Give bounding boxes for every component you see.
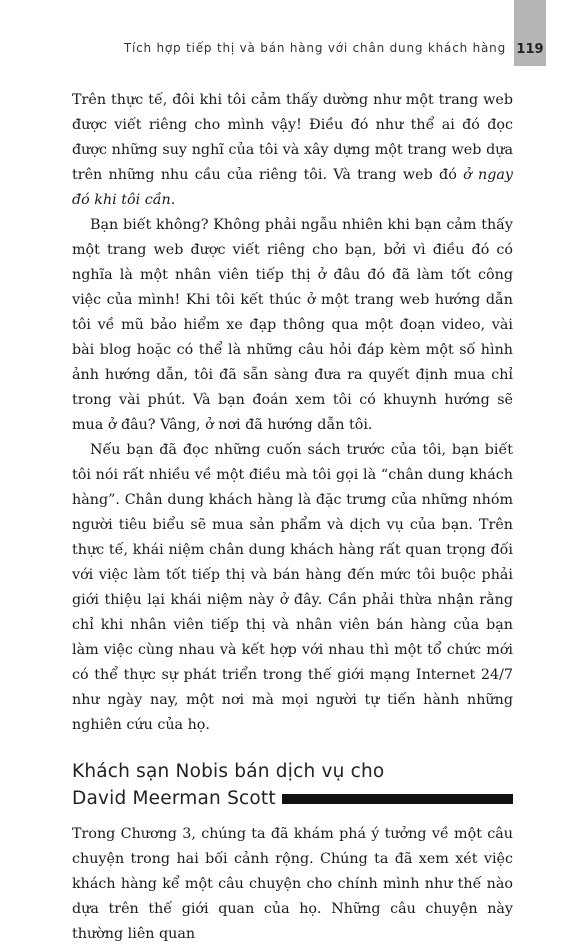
- running-title: Tích hợp tiếp thị và bán hàng với chân dung khách hàng: [123, 41, 506, 55]
- section-body-paragraph: Trong Chương 3, chúng ta đã khám phá ý tưởng về một câu chuyện trong hai bối cảnh rộng. Chúng ta đã xem xét việc khách hàng kể một câu chuyện cho chính mình như thế nào dựa trên thế giới quan của họ. Những câu chuyện này thường liên quan: [72, 826, 513, 942]
- page-body: [72, 88, 513, 947]
- section-heading-line-2: David Meerman Scott: [72, 788, 276, 809]
- page-number: 119: [516, 42, 544, 57]
- heading-rule: [282, 794, 513, 804]
- paragraph-2: Bạn biết không? Không phải ngẫu nhiên khi bạn cảm thấy một trang web được viết riêng cho bạn, bởi vì điều đó có nghĩa là một nhân viên tiếp thị ở đâu đó đã làm tốt công việc của mình! Khi tôi kết thúc ở một trang web hướng dẫn tôi về mũ bảo hiểm xe đạp thông qua một đoạn video, vài bài blog hoặc có thể là những câu hỏi đáp kèm một số hình ảnh hướng dẫn, tôi đã sẵn sàng đưa ra quyết định mua chỉ trong vài phút. Và bạn đoán xem tôi có khuynh hướng sẽ mua ở đâu? Vâng, ở nơi đã hướng dẫn tôi.: [72, 217, 513, 433]
- section-heading: [72, 758, 513, 812]
- paragraph-1-text: Trên thực tế, đôi khi tôi cảm thấy dường như một trang web được viết riêng cho mình vậy! Điều đó như thể ai đó đọc được những suy nghĩ của tôi và xây dựng một trang web dựa trên những nhu cầu của riêng tôi. Và trang web đó: [72, 92, 513, 183]
- page-number-tab: [514, 0, 546, 66]
- running-header: [0, 0, 586, 66]
- section-heading-line-1: Khách sạn Nobis bán dịch vụ cho: [72, 761, 385, 782]
- section-heading-line-2-row: [72, 785, 513, 812]
- paragraph-1-italic: ở ngay đó khi tôi cần.: [72, 167, 513, 208]
- paragraph-3: Nếu bạn đã đọc những cuốn sách trước của tôi, bạn biết tôi nói rất nhiều về một điều mà tôi gọi là “chân dung khách hàng”. Chân dung khách hàng là đặc trưng của những nhóm người tiêu biểu sẽ mua sản phẩm và dịch vụ của bạn. Trên thực tế, khái niệm chân dung khách hàng rất quan trọng đối với việc làm tốt tiếp thị và bán hàng đến mức tôi buộc phải giới thiệu lại khái niệm này ở đây. Cần phải thừa nhận rằng chỉ khi nhân viên tiếp thị và nhân viên bán hàng của bạn làm việc cùng nhau và kết hợp với nhau thì một tổ chức mới có thể thực sự phát triển trong thế giới mạng Internet 24/7 như ngày nay, một nơi mà mọi người tự tiến hành những nghiên cứu của họ.: [72, 442, 513, 733]
- paragraph-1: [72, 88, 513, 213]
